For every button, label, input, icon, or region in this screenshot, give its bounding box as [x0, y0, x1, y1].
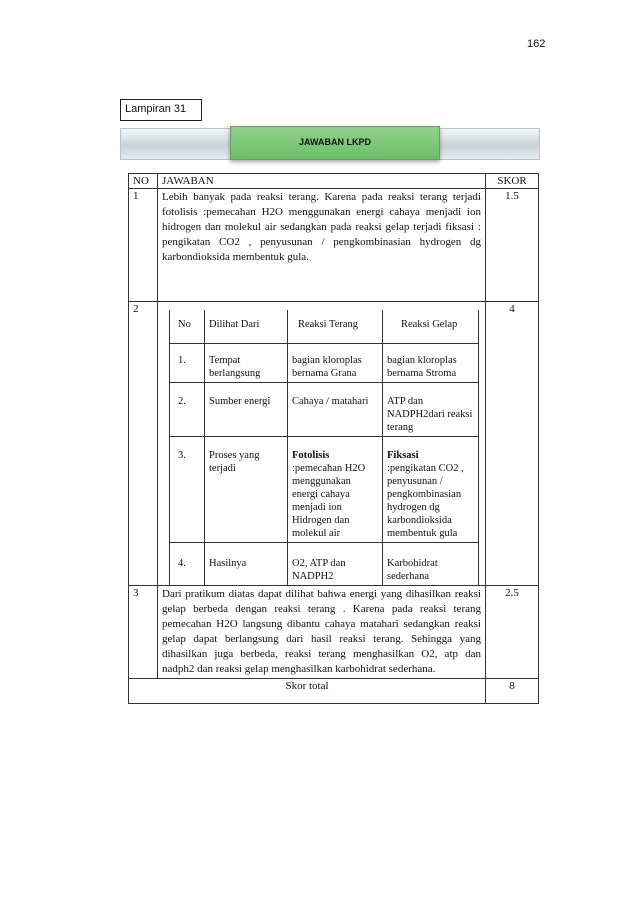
col-gelap: Reaksi Gelap — [383, 310, 479, 344]
cell-no: 2. — [170, 383, 205, 437]
row-number: 1 — [129, 189, 158, 302]
table-row — [129, 302, 539, 586]
col-terang: Reaksi Terang — [288, 310, 383, 344]
table-header-row — [129, 174, 539, 189]
comparison-row — [170, 437, 479, 543]
comparison-header-row — [170, 310, 479, 344]
fotolisis-text: :pemecahan H2O menggunakan energi cahaya menjadi ion Hidrogen dan molekul air — [292, 463, 366, 539]
row-score: 1.5 — [486, 189, 539, 302]
col-no: No — [170, 310, 205, 344]
table-row — [129, 586, 539, 679]
total-value: 8 — [486, 679, 539, 704]
comparison-cell — [158, 302, 486, 586]
comparison-row — [170, 383, 479, 437]
answer-text: Lebih banyak pada reaksi terang. Karena pada reaksi terang terjadi fotolisis :pemecahan H2O menggunakan energi cahaya menjadi ion hidrogen dan molekul air sedangkan pada reaksi gelap terjadi fiksasi : pengikatan CO2 , penyusunan / pengkombinasian hydrogen dg karbondioksida membentuk gula. — [158, 189, 486, 302]
cell-gelap: bagian kloroplas bernama Stroma — [383, 344, 479, 383]
cell-dilihat: Sumber energi — [205, 383, 288, 437]
row-number: 3 — [129, 586, 158, 679]
row-score: 2.5 — [486, 586, 539, 679]
comparison-table — [169, 310, 479, 585]
cell-terang: Cahaya / matahari — [288, 383, 383, 437]
cell-no: 3. — [170, 437, 205, 543]
cell-terang: O2, ATP dan NADPH2 — [288, 543, 383, 586]
fotolisis-title: Fotolisis — [292, 450, 330, 461]
row-number: 2 — [129, 302, 158, 586]
fiksasi-text: :pengikatan CO2 , penyusunan / pengkombinasian hydrogen dg karbondioksida membentuk gula — [387, 463, 464, 539]
cell-dilihat: Hasilnya — [205, 543, 288, 586]
cell-terang — [288, 437, 383, 543]
header-skor: SKOR — [486, 174, 539, 189]
total-row — [129, 679, 539, 704]
banner-title: JAWABAN LKPD — [230, 126, 440, 160]
comparison-row — [170, 543, 479, 586]
page-number: 162 — [527, 38, 546, 50]
comparison-row — [170, 344, 479, 383]
lampiran-label: Lampiran 31 — [120, 99, 202, 121]
cell-gelap: Karbohidrat sederhana — [383, 543, 479, 586]
title-banner — [120, 128, 540, 160]
cell-no: 4. — [170, 543, 205, 586]
cell-no: 1. — [170, 344, 205, 383]
cell-dilihat: Proses yang terjadi — [205, 437, 288, 543]
header-no: NO — [129, 174, 158, 189]
cell-terang: bagian kloroplas bernama Grana — [288, 344, 383, 383]
cell-gelap: ATP dan NADPH2dari reaksi terang — [383, 383, 479, 437]
row-score: 4 — [486, 302, 539, 586]
col-dilihat: Dilihat Dari — [205, 310, 288, 344]
fiksasi-title: Fiksasi — [387, 450, 419, 461]
table-row — [129, 189, 539, 302]
cell-dilihat: Tempat berlangsung — [205, 344, 288, 383]
answer-text: Dari pratikum diatas dapat dilihat bahwa energi yang dihasilkan reaksi gelap berbeda dengan reaksi terang . Karena pada reaksi terang pemecahan H2O langsung dibantu cahaya matahari sedangkan reaksi gelap dapat berlangsung dari hasil reaksi terang. Sehingga yang dihasilkan juga berbeda, reaksi terang menghasilkan O2, atp dan nadph2 dan reaksi gelap menghasilkan karbohidrat sederhana. — [158, 586, 486, 679]
cell-gelap — [383, 437, 479, 543]
answer-table — [128, 173, 539, 704]
header-jawaban: JAWABAN — [158, 174, 486, 189]
total-label: Skor total — [129, 679, 486, 704]
